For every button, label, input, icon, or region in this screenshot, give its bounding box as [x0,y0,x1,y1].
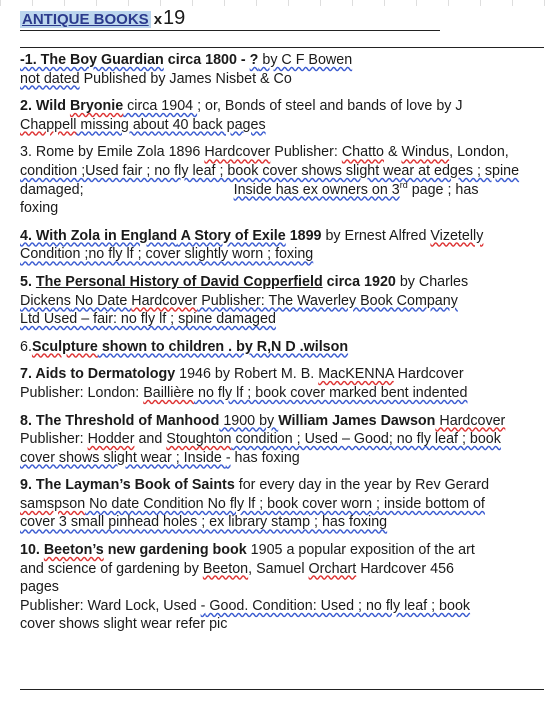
entry-2-number: 2. [20,98,36,115]
entry-6-number: 6. [20,338,32,355]
entry-3-text: condition ;Used fair ; no fly leaf ; book cover shows slight wear at edges ; spine [20,162,520,179]
entry-4-text: Condition ;no fly lf ; cover slightly worn ; foxing [20,246,314,263]
entry-8-text: has foxing [230,449,300,466]
entry-9-text: cover 3 small pinhead holes ; ex library stamp ; has foxing [20,514,388,531]
entry-5-text: Dickens [20,292,71,309]
entry-10-text: - [200,597,206,614]
book-entry-10 [20,541,542,634]
entry-5-text: Publisher: The Waverley Book Company [197,292,458,309]
entry-8-author: William James Dawson [278,412,436,429]
entry-2-text: ; or, Bonds of steel and bands of love by J [197,98,463,115]
entry-5-number: 5. [20,273,36,290]
entry-4-subtitle: A Story of Exile [177,227,286,244]
entry-10-number: 10. [20,542,44,559]
entry-4-text: by Ernest Alfred [321,227,431,244]
entry-8-text: condition ; Used – Good; no fly leaf ; book [231,431,501,448]
entry-3-text: has ex owners on 3 [275,181,400,198]
entry-7-title: 7. Aids to Dermatology [20,366,176,383]
book-list [20,51,542,643]
book-entry-5 [20,273,542,329]
entry-8-text: Publisher: [20,431,88,448]
entry-8-text: and [134,431,167,448]
entry-2-text: Chappell [20,116,77,133]
entry-10-title: new gardening book [103,542,247,559]
entry-3-text: , London, [449,144,509,161]
book-entry-6 [20,338,542,357]
book-entry-7 [20,365,542,402]
entry-3-text: foxing [20,200,59,217]
entry-2-title: Wild [35,98,70,115]
entry-10-text: and science of gardening by [20,560,203,577]
entry-10-text: Orchart [308,560,357,577]
entry-2-title: Bryonie [69,98,124,115]
book-entry-2 [20,97,542,134]
entry-7-text: no fly lf ; book cover marked bent indented [194,384,468,401]
page-ruler [0,0,549,6]
entry-3-text: Publisher: [270,144,342,161]
entry-7-text: MacKENNA [318,366,394,383]
entry-10-text: pages [20,579,59,596]
entry-5-text: No Date [70,292,132,309]
entry-6-title: shown to children . by R,N D .wilson [97,338,349,355]
entry-1-text: not dated [20,70,80,87]
entry-9-text: No date Condition No fly lf ; book cover worn ; inside bottom of [85,495,485,512]
entry-7-text: 1946 by Robert M. B. [175,366,319,383]
entry-10-text: cover shows slight wear refer pic [20,616,228,633]
entry-3-text: Windus [401,144,450,161]
entry-10-text: , Samuel [248,560,309,577]
entry-9-text: samspson [20,495,86,512]
entry-4-title: 4. With Zola in England [20,227,178,244]
entry-3-text: Hardcover [204,144,271,161]
entry-3-text: Inside [233,181,276,198]
entry-10-text: Good. Condition: Used ; no fly leaf ; book [205,597,471,614]
entry-4-date: 1899 [285,227,322,244]
entry-8-text: - [225,449,231,466]
entry-5-text: Ltd Used – fair: no fly lf ; spine damaged [20,311,276,328]
entry-5-text: Hardcover [131,292,198,309]
entry-7-text: Baillière [143,384,195,401]
entry-3-text: 3. Rome by Emile Zola 1896 [20,144,205,161]
document-header [20,7,185,31]
entry-1-date-mark: ? [249,52,259,68]
entry-8-text: Hardcover [435,412,506,429]
entry-1-date: circa 1800 - [163,52,250,68]
bottom-rule [20,689,544,690]
entry-9-title: 9. The Layman’s Book of Saints [20,477,235,494]
entry-7-text: Hardcover [393,366,464,383]
entry-8-text: Stoughton [166,431,232,448]
entry-5-text: by Charles [395,273,469,290]
entry-8-text: 1900 by [219,412,279,429]
entry-3-text: damaged; [20,181,84,198]
entry-3-text: page ; has [407,181,479,198]
entry-10-text: Publisher: Ward Lock, Used [20,597,201,614]
book-entry-9 [20,476,542,532]
top-rule [20,47,544,48]
entry-5-date: circa 1920 [322,273,396,290]
book-entry-1 [20,51,542,88]
book-entry-4 [20,227,542,264]
entry-4-text: Vizetelly [430,227,484,244]
entry-10-text: Beeton [202,560,249,577]
entry-10-text: 1905 a popular exposition of the art [246,542,475,559]
entry-3-text: Chatto [341,144,384,161]
entry-7-text: Publisher: London: [20,384,144,401]
entry-2-text: missing about 40 back pages [76,116,266,133]
entry-8-text: Hodder [87,431,135,448]
entry-1-author: by C F Bowen [258,52,353,68]
entry-2-text: circa 1904 [123,98,198,115]
document-title: ANTIQUE BOOKS [22,11,149,28]
header-rule [20,30,440,31]
entry-1-title: -1. The Boy Guardian [20,52,164,68]
entry-3-superscript: rd [399,179,408,190]
entry-8-title: 8. The Threshold of Manhood [20,412,220,429]
entry-10-text: Hardcover 456 [356,560,454,577]
entry-8-text: cover shows slight wear ; Inside [20,449,226,466]
entry-3-text: & [383,144,402,161]
entry-6-title: Sculpture [31,338,98,355]
book-count: 19 [163,7,186,29]
entry-5-title: The Personal History of David Copperfield [35,273,323,290]
entry-9-text: for every day in the year by Rev Gerard [234,477,490,494]
book-entry-3 [20,143,542,217]
entry-1-text: Published by James Nisbet & Co [79,70,292,87]
book-entry-8 [20,412,542,468]
entry-10-title: Beeton’s [43,542,104,559]
count-prefix: x [153,11,163,28]
